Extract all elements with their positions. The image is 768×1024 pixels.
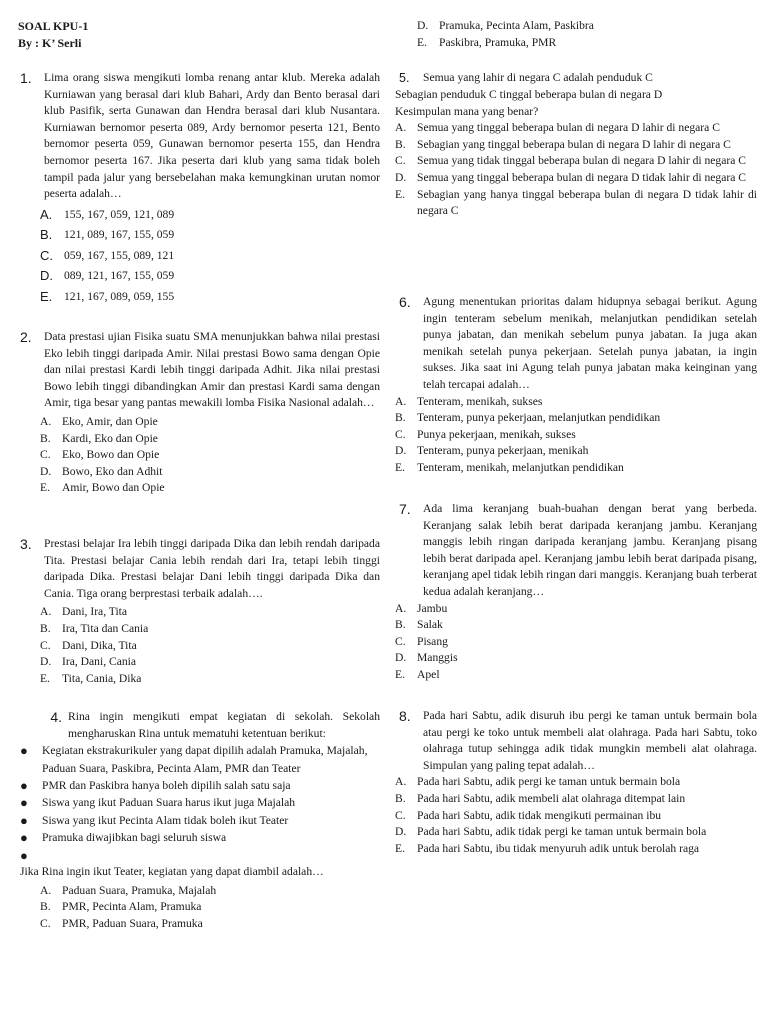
- question-7: [395, 501, 757, 684]
- question-prompt: Jika Rina ingin ikut Teater, kegiatan yang dapat diambil adalah…: [20, 865, 324, 879]
- question-text: Semua yang lahir di negara C adalah penduduk C: [423, 71, 653, 84]
- option-a[interactable]: A. Jambu: [395, 601, 448, 615]
- question-number: 2.: [20, 329, 32, 345]
- rule-item: ● Kegiatan ekstrakurikuler yang dapat dipilih adalah Pramuka, Majalah, Paduan Suara, Paskibra, Pecinta Alam, PMR dan Teater: [20, 742, 380, 777]
- exam-title: SOAL KPU-1: [18, 19, 89, 33]
- option-b[interactable]: B. Sebagian yang tinggal beberapa bulan di negara D lahir di negara C: [395, 137, 731, 151]
- question-6: [395, 294, 757, 477]
- option-a[interactable]: A. Eko, Amir, dan Opie: [40, 414, 158, 428]
- option-b[interactable]: B. PMR, Pecinta Alam, Pramuka: [40, 900, 202, 914]
- option-list: [40, 604, 380, 687]
- question-number: 7.: [399, 501, 411, 517]
- option-b[interactable]: B. Tenteram, punya pekerjaan, melanjutkan pendidikan: [395, 411, 661, 425]
- bullet-icon: ●: [20, 812, 28, 828]
- option-c[interactable]: C. Semua yang tidak tinggal beberapa bulan di negara D lahir di negara C: [395, 154, 747, 168]
- option-c[interactable]: C. Pisang: [395, 634, 448, 648]
- question-4: [20, 709, 380, 932]
- option-list: [40, 414, 380, 497]
- option-b[interactable]: B. Pada hari Sabtu, adik membeli alat olahraga ditempat lain: [395, 791, 686, 805]
- question-text: Ada lima keranjang buah-buahan dengan berat yang berbeda. Keranjang salak lebih berat daripada keranjang jambu. Keranjang manggis lebih ringan daripada keranjang jambu. Keranjang pisang lebih berat daripada apel. Keranjang jambu lebih berat daripada pisang, keranjang apel tidak lebih ringan dari manggis. Keranjang buah terberat kedua adalah keranjang…: [423, 502, 757, 598]
- option-d[interactable]: D. Ira, Dani, Cania: [40, 655, 137, 669]
- question-5: [395, 70, 757, 220]
- option-d[interactable]: D. Tenteram, punya pekerjaan, menikah: [395, 444, 589, 458]
- option-b[interactable]: B. Kardi, Eko dan Opie: [40, 431, 158, 445]
- option-c[interactable]: C. Pada hari Sabtu, adik tidak mengikuti permainan ibu: [395, 808, 662, 822]
- option-a[interactable]: A. Tenteram, menikah, sukses: [395, 394, 543, 408]
- option-e[interactable]: E. Paskibra, Pramuka, PMR: [417, 35, 557, 49]
- question-2: [20, 329, 380, 497]
- option-e[interactable]: E. Amir, Bowo dan Opie: [40, 481, 165, 495]
- question-text: Lima orang siswa mengikuti lomba renang antar klub. Mereka adalah Kurniawan yang berasal dari klub Bahari, Ardy dan Bento berasal dari klub Pasifik, serta Gunawan dan Hendra berasal dari klub Nusantara. Kurniawan bernomor peserta 089, Ardy bernomor peserta 121, Bento bernomor peserta 059, Gunawan bernomor peserta 155, dan Hendra bernomor peserta 167. Jika peserta dari klub yang sama tidak boleh tampil pada jalur yang bersebelahan maka kemungkinan urutan nomor peserta adalah…: [44, 71, 380, 201]
- rule-item: ● Siswa yang ikut Pecinta Alam tidak boleh ikut Teater: [20, 812, 289, 828]
- exam-author: By : K’ Serli: [18, 36, 82, 50]
- question-1: [20, 70, 380, 307]
- rule-item: ● Pramuka diwajibkan bagi seluruh siswa: [20, 830, 227, 846]
- option-list: [40, 883, 380, 933]
- option-c[interactable]: C. Dani, Dika, Tita: [40, 638, 137, 652]
- question-number: 6.: [399, 294, 411, 310]
- option-b[interactable]: B. 121, 089, 167, 155, 059: [40, 227, 175, 243]
- option-d[interactable]: D. Manggis: [395, 651, 458, 665]
- option-c[interactable]: C. Eko, Bowo dan Opie: [40, 448, 160, 462]
- question-text: Prestasi belajar Ira lebih tinggi daripada Dika dan lebih rendah daripada Tita. Prestasi belajar Cania lebih rendah dari Ira, tetapi lebih tinggi daripada Dika. Prestasi belajar Dani lebih tinggi daripada Dika dan Cania. Tiga orang berprestasi terbaik adalah….: [44, 537, 380, 600]
- option-e[interactable]: E. Tita, Cania, Dika: [40, 671, 142, 685]
- option-list: [395, 774, 757, 857]
- question-number: 8.: [399, 708, 411, 724]
- option-d[interactable]: D. Bowo, Eko dan Adhit: [40, 464, 163, 478]
- question-8: [395, 708, 757, 857]
- option-a[interactable]: A. Pada hari Sabtu, adik pergi ke taman untuk bermain bola: [395, 775, 681, 789]
- rule-item: ● Siswa yang ikut Paduan Suara harus ikut juga Majalah: [20, 795, 296, 811]
- option-list: [40, 205, 380, 308]
- question-number: 4.: [50, 709, 62, 725]
- option-a[interactable]: A. Dani, Ira, Tita: [40, 605, 128, 619]
- option-c[interactable]: C. Punya pekerjaan, menikah, sukses: [395, 427, 576, 441]
- option-e[interactable]: E. Apel: [395, 667, 440, 681]
- option-list: [395, 394, 757, 477]
- question-text: Rina ingin mengikuti empat kegiatan di sekolah. Sekolah mengharuskan Rina untuk mematuhi ketentuan berikut:: [68, 710, 380, 740]
- question-text: Pada hari Sabtu, adik disuruh ibu pergi ke taman untuk bermain bola atau pergi ke toko untuk membeli alat olahraga. Pada hari Sabtu, toko olahraga tutup sehingga adik tidak mungkin membeli alat olahraga. Simpulan yang paling tepat adalah…: [423, 709, 757, 772]
- bullet-icon: ●: [20, 847, 28, 863]
- option-e[interactable]: E. Pada hari Sabtu, ibu tidak menyuruh adik untuk berolah raga: [395, 841, 700, 855]
- rule-item: ● PMR dan Paskibra hanya boleh dipilih salah satu saja: [20, 778, 291, 793]
- option-e[interactable]: E. Sebagian yang hanya tinggal beberapa bulan di negara D tidak lahir di negara C: [395, 187, 757, 218]
- question-number: 1.: [20, 70, 32, 86]
- question-number: 5.: [399, 71, 410, 85]
- option-a[interactable]: A. Semua yang tinggal beberapa bulan di negara D lahir di negara C: [395, 121, 720, 135]
- rule-item: [20, 847, 380, 864]
- option-e[interactable]: E. Tenteram, menikah, melanjutkan pendidikan: [395, 460, 624, 474]
- option-a[interactable]: A. 155, 167, 059, 121, 089: [40, 206, 175, 222]
- option-d[interactable]: D. Semua yang tinggal beberapa bulan di negara D tidak lahir di negara C: [395, 170, 747, 184]
- bullet-icon: ●: [20, 778, 28, 793]
- rule-list: [20, 742, 380, 864]
- option-list: [395, 120, 757, 220]
- option-c[interactable]: C. 059, 167, 155, 089, 121: [40, 247, 175, 263]
- option-list: [395, 601, 757, 684]
- option-b[interactable]: B. Ira, Tita dan Cania: [40, 621, 149, 635]
- question-number: 3.: [20, 536, 32, 552]
- exam-header: [18, 18, 88, 52]
- option-c[interactable]: C. PMR, Paduan Suara, Pramuka: [40, 916, 203, 930]
- option-list-continued: [417, 18, 757, 51]
- bullet-icon: ●: [20, 795, 28, 811]
- option-e[interactable]: E. 121, 167, 089, 059, 155: [40, 288, 175, 304]
- option-d[interactable]: D. 089, 121, 167, 155, 059: [40, 268, 175, 284]
- option-b[interactable]: B. Salak: [395, 618, 443, 632]
- bullet-icon: ●: [20, 743, 28, 759]
- question-text: Agung menentukan prioritas dalam hidupnya sebagai berikut. Agung ingin tenteram sebelum menikah, melanjutkan pendidikan setelah punya jabatan, dan menikah sebelum punya jabatan. Ia juga akan menikah setelah punya pekerjaan. Setelah punya jabatan, ia ingin sukses. Jika saat ini Agung telah punya jabatan maka keinginan yang telah tercapai adalah…: [423, 295, 757, 391]
- option-a[interactable]: A. Paduan Suara, Pramuka, Majalah: [40, 883, 217, 897]
- question-statement: Sebagian penduduk C tinggal beberapa bulan di negara D: [395, 88, 663, 101]
- question-prompt: Kesimpulan mana yang benar?: [395, 104, 539, 118]
- option-d[interactable]: D. Pramuka, Pecinta Alam, Paskibra: [417, 19, 594, 32]
- question-text: Data prestasi ujian Fisika suatu SMA menunjukkan bahwa nilai prestasi Eko lebih tinggi daripada Amir. Nilai prestasi Bowo sama dengan Opie dan nilai prestasi Kardi lebih tinggi daripada Adhit. Jika nilai prestasi Bowo lebih tinggi dibandingkan Amir dan prestasi Kardi sama dengan Amir, tiga besar yang pantas mewakili lomba Fisika Nasional adalah…: [44, 330, 380, 410]
- question-3: [20, 536, 380, 687]
- bullet-icon: ●: [20, 830, 28, 846]
- option-d[interactable]: D. Pada hari Sabtu, adik tidak pergi ke taman untuk bermain bola: [395, 825, 707, 839]
